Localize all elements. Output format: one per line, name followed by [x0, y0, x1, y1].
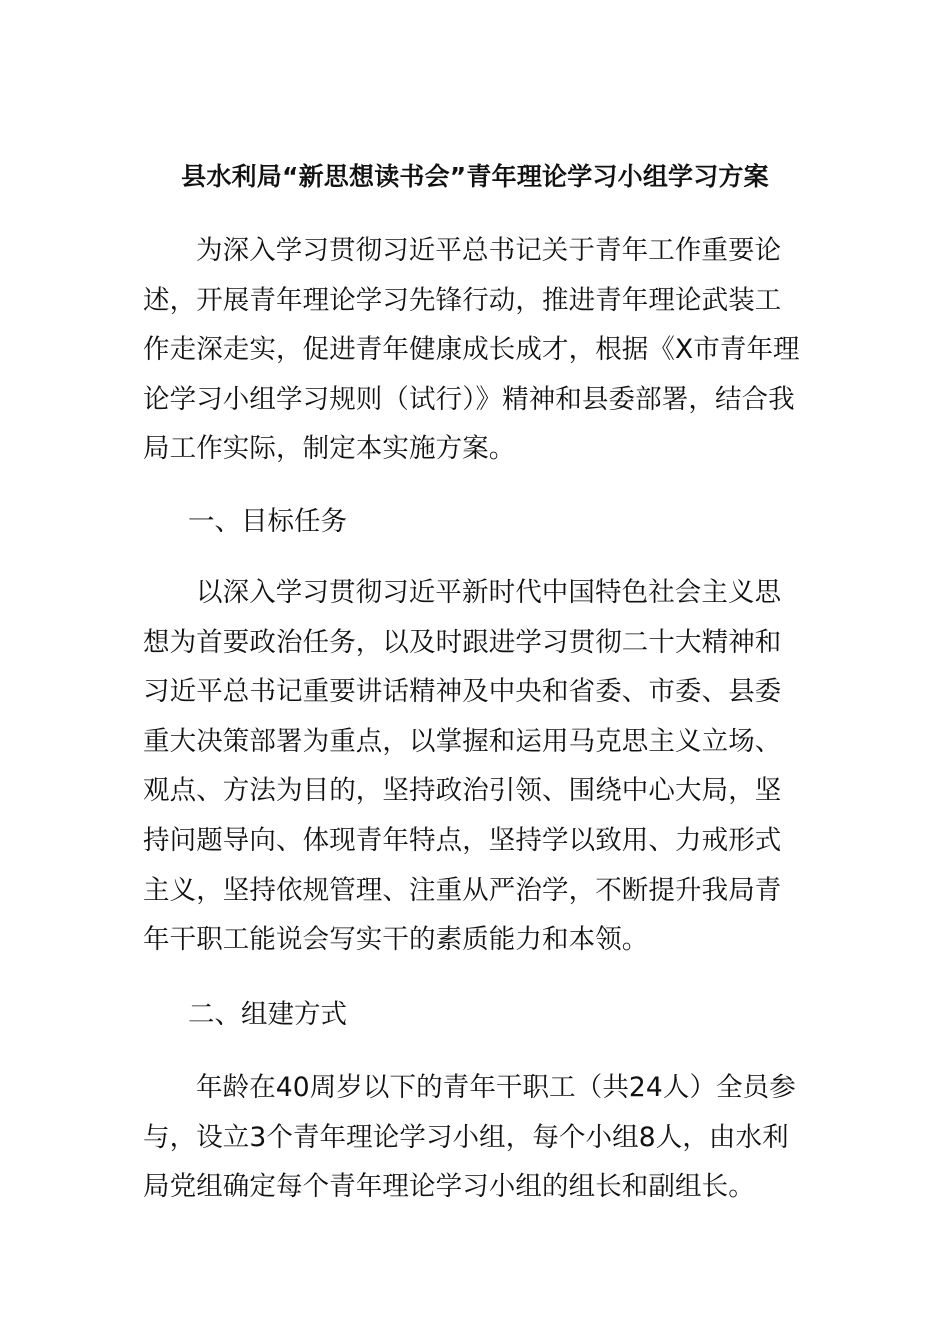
section-body-goals: 以深入学习贯彻习近平新时代中国特色社会主义思想为首要政治任务，以及时跟进学习贯彻二十大精神和习近平总书记重要讲话精神及中央和省委、市委、县委重大决策部署为重点，以掌握和运用马克思主义立场、观点、方法为目的，坚持政治引领、围绕中心大局，坚持问题导向、体现青年特点，坚持学以致用、力戒形式主义，坚持依规管理、注重从严治学，不断提升我局青年干职工能说会写实干的素质能力和本领。 — [143, 577, 782, 956]
section-heading-organization: 二、组建方式 — [188, 999, 347, 1030]
section-heading-goals: 一、目标任务 — [188, 506, 347, 537]
section-body-organization: 年龄在40周岁以下的青年干职工（共24人）全员参与，设立3个青年理论学习小组，每个小组8人，由水利局党组确定每个青年理论学习小组的组长和副组长。 — [143, 1072, 796, 1203]
intro-paragraph: 为深入学习贯彻习近平总书记关于青年工作重要论述，开展青年理论学习先锋行动，推进青年理论武装工作走深走实，促进青年健康成长成才，根据《X市青年理论学习小组学习规则（试行）》精神和县委部署，结合我局工作实际，制定本实施方案。 — [143, 235, 800, 465]
document-title: 县水利局“新思想读书会”青年理论学习小组学习方案 — [181, 162, 769, 191]
